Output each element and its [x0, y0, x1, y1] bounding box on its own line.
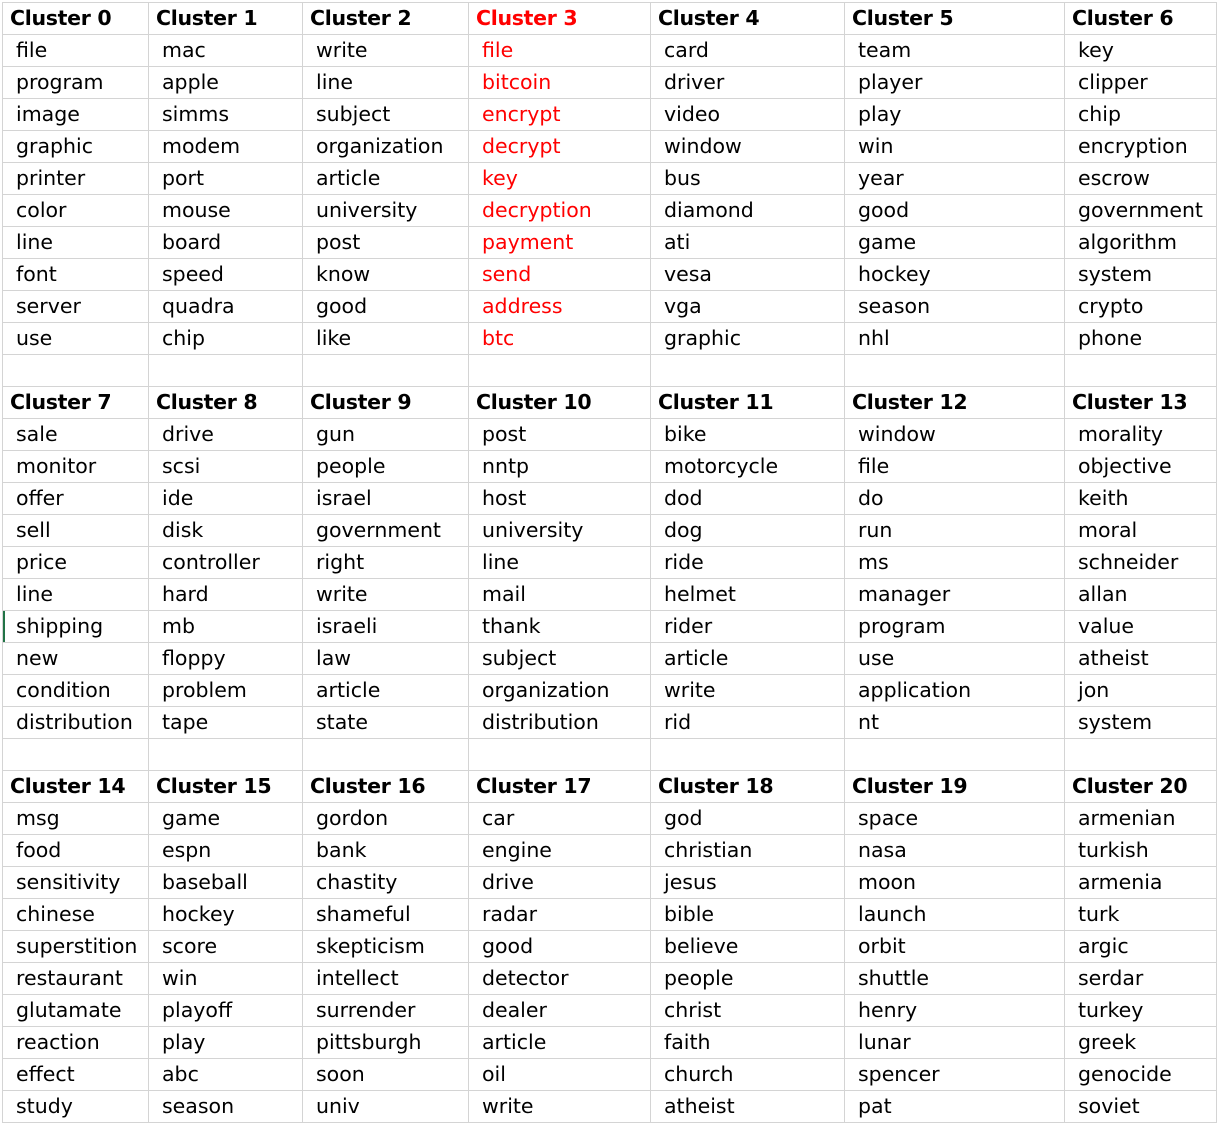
word-cell[interactable]: font: [3, 259, 149, 291]
word-cell[interactable]: israeli: [303, 611, 469, 643]
word-cell[interactable]: glutamate: [3, 995, 149, 1027]
cluster-header-cell[interactable]: Cluster 16: [303, 771, 469, 803]
word-cell[interactable]: line: [3, 579, 149, 611]
word-cell[interactable]: drive: [149, 419, 303, 451]
word-cell[interactable]: mail: [469, 579, 651, 611]
word-cell[interactable]: ride: [651, 547, 845, 579]
word-cell[interactable]: score: [149, 931, 303, 963]
word-cell[interactable]: simms: [149, 99, 303, 131]
word-cell[interactable]: abc: [149, 1059, 303, 1091]
word-cell[interactable]: file: [3, 35, 149, 67]
word-cell[interactable]: effect: [3, 1059, 149, 1091]
word-cell[interactable]: engine: [469, 835, 651, 867]
word-cell[interactable]: system: [1065, 259, 1217, 291]
word-cell[interactable]: problem: [149, 675, 303, 707]
word-cell[interactable]: pittsburgh: [303, 1027, 469, 1059]
word-cell[interactable]: key: [469, 163, 651, 195]
word-cell[interactable]: food: [3, 835, 149, 867]
word-cell[interactable]: israel: [303, 483, 469, 515]
word-cell[interactable]: know: [303, 259, 469, 291]
word-cell[interactable]: server: [3, 291, 149, 323]
word-cell[interactable]: encryption: [1065, 131, 1217, 163]
word-cell[interactable]: write: [303, 35, 469, 67]
empty-cell[interactable]: [469, 355, 651, 387]
word-cell[interactable]: algorithm: [1065, 227, 1217, 259]
cluster-header-cell[interactable]: Cluster 7: [3, 387, 149, 419]
word-cell[interactable]: program: [3, 67, 149, 99]
word-cell[interactable]: objective: [1065, 451, 1217, 483]
word-cell[interactable]: color: [3, 195, 149, 227]
word-cell[interactable]: ms: [845, 547, 1065, 579]
word-cell[interactable]: turk: [1065, 899, 1217, 931]
word-cell[interactable]: people: [303, 451, 469, 483]
word-cell[interactable]: turkey: [1065, 995, 1217, 1027]
word-cell[interactable]: organization: [303, 131, 469, 163]
cluster-header-cell[interactable]: Cluster 18: [651, 771, 845, 803]
cluster-header-cell[interactable]: Cluster 19: [845, 771, 1065, 803]
word-cell[interactable]: subject: [469, 643, 651, 675]
word-cell[interactable]: article: [303, 163, 469, 195]
word-cell[interactable]: image: [3, 99, 149, 131]
word-cell[interactable]: speed: [149, 259, 303, 291]
word-cell[interactable]: write: [303, 579, 469, 611]
word-cell[interactable]: chip: [149, 323, 303, 355]
word-cell[interactable]: dod: [651, 483, 845, 515]
word-cell[interactable]: good: [845, 195, 1065, 227]
empty-cell[interactable]: [149, 355, 303, 387]
word-cell[interactable]: do: [845, 483, 1065, 515]
word-cell[interactable]: space: [845, 803, 1065, 835]
word-cell[interactable]: file: [469, 35, 651, 67]
word-cell[interactable]: line: [3, 227, 149, 259]
word-cell[interactable]: game: [149, 803, 303, 835]
cluster-header-cell[interactable]: Cluster 4: [651, 3, 845, 35]
word-cell[interactable]: decrypt: [469, 131, 651, 163]
word-cell[interactable]: serdar: [1065, 963, 1217, 995]
word-cell[interactable]: nt: [845, 707, 1065, 739]
word-cell[interactable]: soon: [303, 1059, 469, 1091]
word-cell[interactable]: moral: [1065, 515, 1217, 547]
word-cell[interactable]: post: [303, 227, 469, 259]
cluster-header-cell[interactable]: Cluster 5: [845, 3, 1065, 35]
cluster-header-cell[interactable]: Cluster 9: [303, 387, 469, 419]
word-cell[interactable]: espn: [149, 835, 303, 867]
word-cell[interactable]: mouse: [149, 195, 303, 227]
empty-cell[interactable]: [651, 739, 845, 771]
word-cell[interactable]: payment: [469, 227, 651, 259]
cluster-table-grid: [2, 2, 1217, 1123]
word-cell[interactable]: reaction: [3, 1027, 149, 1059]
word-cell[interactable]: vesa: [651, 259, 845, 291]
cluster-header-cell[interactable]: Cluster 0: [3, 3, 149, 35]
word-cell[interactable]: value: [1065, 611, 1217, 643]
word-cell[interactable]: skepticism: [303, 931, 469, 963]
word-cell[interactable]: port: [149, 163, 303, 195]
word-cell[interactable]: nasa: [845, 835, 1065, 867]
empty-cell[interactable]: [651, 355, 845, 387]
word-cell[interactable]: univ: [303, 1091, 469, 1123]
word-cell[interactable]: sale: [3, 419, 149, 451]
word-cell[interactable]: write: [651, 675, 845, 707]
word-cell[interactable]: genocide: [1065, 1059, 1217, 1091]
word-cell[interactable]: surrender: [303, 995, 469, 1027]
word-cell[interactable]: card: [651, 35, 845, 67]
word-cell[interactable]: play: [845, 99, 1065, 131]
word-cell[interactable]: greek: [1065, 1027, 1217, 1059]
word-cell[interactable]: church: [651, 1059, 845, 1091]
word-cell[interactable]: lunar: [845, 1027, 1065, 1059]
word-cell[interactable]: modem: [149, 131, 303, 163]
word-cell[interactable]: nntp: [469, 451, 651, 483]
word-cell[interactable]: bank: [303, 835, 469, 867]
word-cell[interactable]: bus: [651, 163, 845, 195]
word-cell[interactable]: government: [1065, 195, 1217, 227]
word-cell[interactable]: graphic: [3, 131, 149, 163]
word-cell[interactable]: btc: [469, 323, 651, 355]
word-cell[interactable]: bible: [651, 899, 845, 931]
word-cell[interactable]: player: [845, 67, 1065, 99]
word-cell[interactable]: schneider: [1065, 547, 1217, 579]
word-cell[interactable]: university: [303, 195, 469, 227]
word-cell[interactable]: play: [149, 1027, 303, 1059]
word-cell[interactable]: monitor: [3, 451, 149, 483]
word-cell[interactable]: superstition: [3, 931, 149, 963]
word-cell[interactable]: article: [469, 1027, 651, 1059]
word-cell[interactable]: spencer: [845, 1059, 1065, 1091]
word-cell[interactable]: distribution: [469, 707, 651, 739]
word-cell[interactable]: jesus: [651, 867, 845, 899]
word-cell[interactable]: line: [303, 67, 469, 99]
word-cell[interactable]: post: [469, 419, 651, 451]
word-cell[interactable]: ati: [651, 227, 845, 259]
word-cell[interactable]: video: [651, 99, 845, 131]
word-cell[interactable]: gun: [303, 419, 469, 451]
empty-cell[interactable]: [845, 739, 1065, 771]
word-cell[interactable]: law: [303, 643, 469, 675]
word-cell[interactable]: argic: [1065, 931, 1217, 963]
cluster-header-cell[interactable]: Cluster 12: [845, 387, 1065, 419]
word-cell[interactable]: write: [469, 1091, 651, 1123]
word-cell[interactable]: helmet: [651, 579, 845, 611]
word-cell[interactable]: launch: [845, 899, 1065, 931]
empty-cell[interactable]: [1065, 739, 1217, 771]
word-cell[interactable]: phone: [1065, 323, 1217, 355]
word-cell[interactable]: shuttle: [845, 963, 1065, 995]
word-cell[interactable]: chinese: [3, 899, 149, 931]
cluster-header-cell[interactable]: Cluster 1: [149, 3, 303, 35]
word-cell[interactable]: detector: [469, 963, 651, 995]
cluster-header-cell[interactable]: Cluster 14: [3, 771, 149, 803]
word-cell[interactable]: like: [303, 323, 469, 355]
word-cell[interactable]: morality: [1065, 419, 1217, 451]
cluster-header-cell[interactable]: Cluster 8: [149, 387, 303, 419]
word-cell[interactable]: decryption: [469, 195, 651, 227]
word-cell[interactable]: chip: [1065, 99, 1217, 131]
word-cell[interactable]: new: [3, 643, 149, 675]
word-cell[interactable]: pat: [845, 1091, 1065, 1123]
word-cell[interactable]: organization: [469, 675, 651, 707]
word-cell[interactable]: sell: [3, 515, 149, 547]
word-cell[interactable]: bike: [651, 419, 845, 451]
word-cell[interactable]: thank: [469, 611, 651, 643]
cluster-header-cell[interactable]: Cluster 11: [651, 387, 845, 419]
word-cell[interactable]: printer: [3, 163, 149, 195]
empty-cell[interactable]: [1065, 355, 1217, 387]
word-cell[interactable]: application: [845, 675, 1065, 707]
word-cell[interactable]: bitcoin: [469, 67, 651, 99]
word-cell[interactable]: clipper: [1065, 67, 1217, 99]
word-cell[interactable]: hockey: [845, 259, 1065, 291]
word-cell[interactable]: article: [303, 675, 469, 707]
word-cell[interactable]: keith: [1065, 483, 1217, 515]
word-cell[interactable]: believe: [651, 931, 845, 963]
word-cell[interactable]: quadra: [149, 291, 303, 323]
word-cell[interactable]: government: [303, 515, 469, 547]
word-cell[interactable]: controller: [149, 547, 303, 579]
word-cell[interactable]: faith: [651, 1027, 845, 1059]
word-cell[interactable]: ide: [149, 483, 303, 515]
word-cell[interactable]: window: [651, 131, 845, 163]
word-cell[interactable]: address: [469, 291, 651, 323]
empty-cell[interactable]: [469, 739, 651, 771]
word-cell[interactable]: driver: [651, 67, 845, 99]
word-cell[interactable]: atheist: [1065, 643, 1217, 675]
empty-cell[interactable]: [149, 739, 303, 771]
word-cell[interactable]: win: [149, 963, 303, 995]
empty-cell[interactable]: [303, 739, 469, 771]
word-cell[interactable]: right: [303, 547, 469, 579]
word-cell[interactable]: mb: [149, 611, 303, 643]
word-cell[interactable]: gordon: [303, 803, 469, 835]
word-cell[interactable]: escrow: [1065, 163, 1217, 195]
word-cell[interactable]: program: [845, 611, 1065, 643]
word-cell[interactable]: good: [303, 291, 469, 323]
word-cell[interactable]: playoff: [149, 995, 303, 1027]
word-cell[interactable]: jon: [1065, 675, 1217, 707]
word-cell[interactable]: scsi: [149, 451, 303, 483]
word-cell[interactable]: floppy: [149, 643, 303, 675]
cluster-header-cell[interactable]: Cluster 13: [1065, 387, 1217, 419]
word-cell[interactable]: shipping: [3, 611, 149, 643]
word-cell[interactable]: offer: [3, 483, 149, 515]
word-cell[interactable]: good: [469, 931, 651, 963]
word-cell[interactable]: file: [845, 451, 1065, 483]
word-cell[interactable]: chastity: [303, 867, 469, 899]
word-cell[interactable]: distribution: [3, 707, 149, 739]
empty-cell[interactable]: [845, 355, 1065, 387]
word-cell[interactable]: god: [651, 803, 845, 835]
word-cell[interactable]: subject: [303, 99, 469, 131]
word-cell[interactable]: people: [651, 963, 845, 995]
word-cell[interactable]: rider: [651, 611, 845, 643]
word-cell[interactable]: graphic: [651, 323, 845, 355]
word-cell[interactable]: use: [3, 323, 149, 355]
word-cell[interactable]: line: [469, 547, 651, 579]
word-cell[interactable]: key: [1065, 35, 1217, 67]
word-cell[interactable]: system: [1065, 707, 1217, 739]
cluster-header-cell[interactable]: Cluster 20: [1065, 771, 1217, 803]
word-cell[interactable]: university: [469, 515, 651, 547]
word-cell[interactable]: mac: [149, 35, 303, 67]
word-cell[interactable]: christian: [651, 835, 845, 867]
word-cell[interactable]: run: [845, 515, 1065, 547]
word-cell[interactable]: hard: [149, 579, 303, 611]
word-cell[interactable]: tape: [149, 707, 303, 739]
word-cell[interactable]: win: [845, 131, 1065, 163]
empty-cell[interactable]: [3, 739, 149, 771]
word-cell[interactable]: study: [3, 1091, 149, 1123]
word-cell[interactable]: nhl: [845, 323, 1065, 355]
word-cell[interactable]: condition: [3, 675, 149, 707]
word-cell[interactable]: use: [845, 643, 1065, 675]
word-cell[interactable]: motorcycle: [651, 451, 845, 483]
word-cell[interactable]: article: [651, 643, 845, 675]
cluster-header-cell[interactable]: Cluster 15: [149, 771, 303, 803]
word-cell[interactable]: dog: [651, 515, 845, 547]
word-cell[interactable]: hockey: [149, 899, 303, 931]
empty-cell[interactable]: [3, 355, 149, 387]
word-cell[interactable]: radar: [469, 899, 651, 931]
word-cell[interactable]: atheist: [651, 1091, 845, 1123]
word-cell[interactable]: msg: [3, 803, 149, 835]
word-cell[interactable]: state: [303, 707, 469, 739]
word-cell[interactable]: orbit: [845, 931, 1065, 963]
word-cell[interactable]: price: [3, 547, 149, 579]
word-cell[interactable]: henry: [845, 995, 1065, 1027]
word-cell[interactable]: diamond: [651, 195, 845, 227]
word-cell[interactable]: intellect: [303, 963, 469, 995]
word-cell[interactable]: oil: [469, 1059, 651, 1091]
word-cell[interactable]: apple: [149, 67, 303, 99]
word-cell[interactable]: restaurant: [3, 963, 149, 995]
word-cell[interactable]: encrypt: [469, 99, 651, 131]
cluster-header-cell[interactable]: Cluster 3: [469, 3, 651, 35]
word-cell[interactable]: game: [845, 227, 1065, 259]
word-cell[interactable]: moon: [845, 867, 1065, 899]
word-cell[interactable]: window: [845, 419, 1065, 451]
cluster-header-cell[interactable]: Cluster 2: [303, 3, 469, 35]
word-cell[interactable]: year: [845, 163, 1065, 195]
word-cell[interactable]: dealer: [469, 995, 651, 1027]
cluster-header-cell[interactable]: Cluster 17: [469, 771, 651, 803]
word-cell[interactable]: season: [845, 291, 1065, 323]
word-cell[interactable]: vga: [651, 291, 845, 323]
word-cell[interactable]: turkish: [1065, 835, 1217, 867]
word-cell[interactable]: board: [149, 227, 303, 259]
word-cell[interactable]: team: [845, 35, 1065, 67]
word-cell[interactable]: host: [469, 483, 651, 515]
word-cell[interactable]: shameful: [303, 899, 469, 931]
empty-cell[interactable]: [303, 355, 469, 387]
cluster-header-cell[interactable]: Cluster 6: [1065, 3, 1217, 35]
word-cell[interactable]: baseball: [149, 867, 303, 899]
word-cell[interactable]: allan: [1065, 579, 1217, 611]
word-cell[interactable]: season: [149, 1091, 303, 1123]
word-cell[interactable]: disk: [149, 515, 303, 547]
word-cell[interactable]: drive: [469, 867, 651, 899]
word-cell[interactable]: sensitivity: [3, 867, 149, 899]
word-cell[interactable]: crypto: [1065, 291, 1217, 323]
word-cell[interactable]: manager: [845, 579, 1065, 611]
word-cell[interactable]: rid: [651, 707, 845, 739]
word-cell[interactable]: armenia: [1065, 867, 1217, 899]
word-cell[interactable]: christ: [651, 995, 845, 1027]
word-cell[interactable]: armenian: [1065, 803, 1217, 835]
word-cell[interactable]: car: [469, 803, 651, 835]
word-cell[interactable]: send: [469, 259, 651, 291]
cluster-header-cell[interactable]: Cluster 10: [469, 387, 651, 419]
word-cell[interactable]: soviet: [1065, 1091, 1217, 1123]
